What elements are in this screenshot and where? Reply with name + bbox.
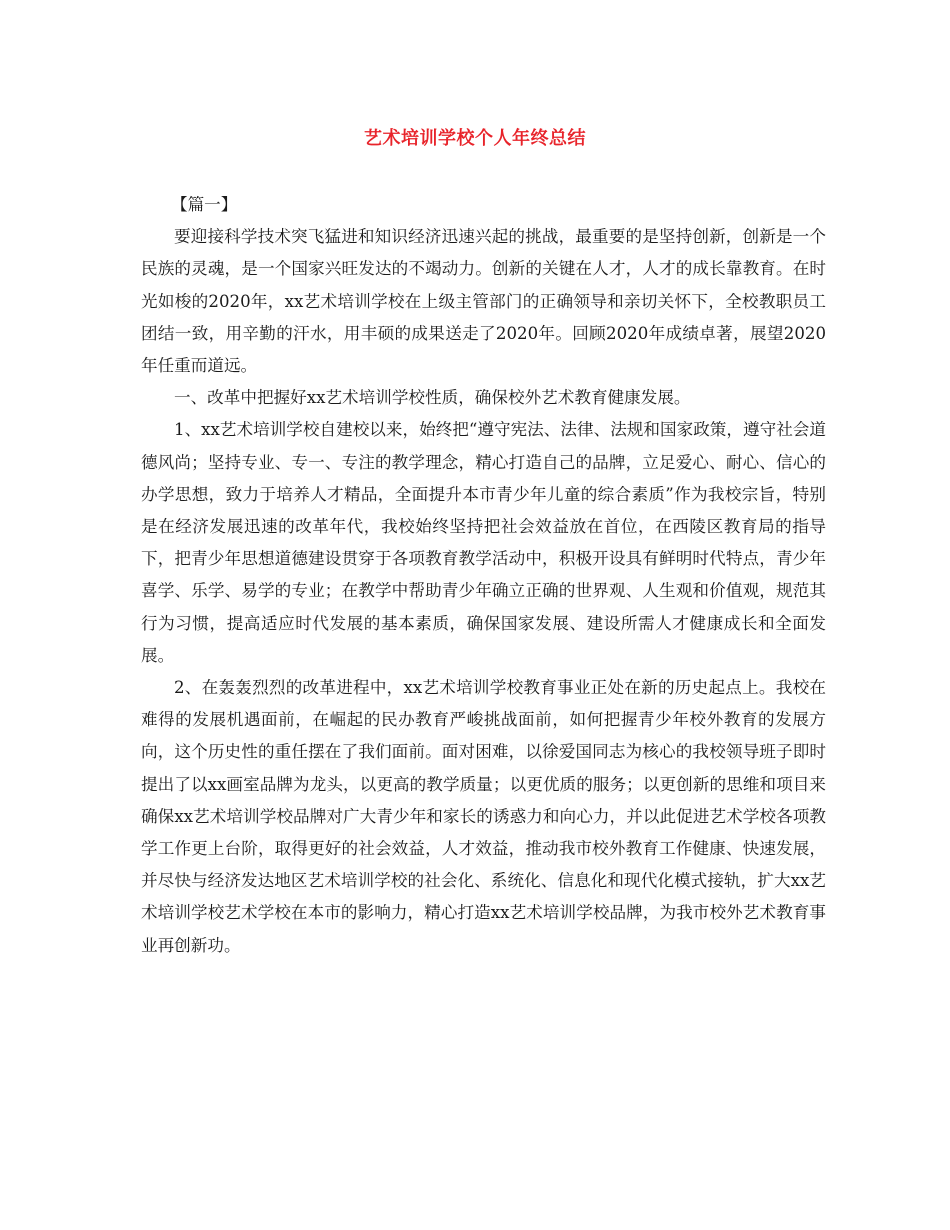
document-body [141, 189, 826, 962]
paragraph-point-one: 1、xx艺术培训学校自建校以来，始终把“遵守宪法、法律、法规和国家政策，遵守社会道德风尚；坚持专业、专一、专注的教学理念，精心打造自己的品牌，立足爱心、耐心、信心的办学思想，致力于培养人才精品，全面提升本市青少年儿童的综合素质”作为我校宗旨，特别是在经济发展迅速的改革年代，我校始终坚持把社会效益放在首位，在西陵区教育局的指导下，把青少年思想道德建设贯穿于各项教育教学活动中，积极开设具有鲜明时代特点，青少年喜学、乐学、易学的专业；在教学中帮助青少年确立正确的世界观、人生观和价值观，规范其行为习惯，提高适应时代发展的基本素质，确保国家发展、建设所需人才健康成长和全面发展。 [141, 420, 826, 665]
paragraph-heading-one: 一、改革中把握好xx艺术培训学校性质，确保校外艺术教育健康发展。 [174, 388, 691, 408]
section-label: 【篇一】 [171, 195, 238, 214]
paragraph-intro: 要迎接科学技术突飞猛进和知识经济迅速兴起的挑战，最重要的是坚持创新，创新是一个民族的灵魂，是一个国家兴旺发达的不竭动力。创新的关键在人才，人才的成长靠教育。在时光如梭的2020年，xx艺术培训学校在上级主管部门的正确领导和亲切关怀下，全校教职员工团结一致，用辛勤的汗水，用丰硕的成果送走了2020年。回顾2020年成绩卓著，展望2020年任重而道远。 [141, 227, 826, 376]
paragraph-point-two: 2、在轰轰烈烈的改革进程中，xx艺术培训学校教育事业正处在新的历史起点上。我校在难得的发展机遇面前，在崛起的民办教育严峻挑战面前，如何把握青少年校外教育的发展方向，这个历史性的重任摆在了我们面前。面对困难，以徐爱国同志为核心的我校领导班子即时提出了以xx画室品牌为龙头，以更高的教学质量；以更优质的服务；以更创新的思维和项目来确保xx艺术培训学校品牌对广大青少年和家长的诱惑力和向心力，并以此促进艺术学校各项教学工作更上台阶，取得更好的社会效益，人才效益，推动我市校外教育工作健康、快速发展，并尽快与经济发达地区艺术培训学校的社会化、系统化、信息化和现代化模式接轨，扩大xx艺术培训学校艺术学校在本市的影响力，精心打造xx艺术培训学校品牌，为我市校外艺术教育事业再创新功。 [141, 678, 826, 955]
document-title: 艺术培训学校个人年终总结 [364, 128, 586, 149]
